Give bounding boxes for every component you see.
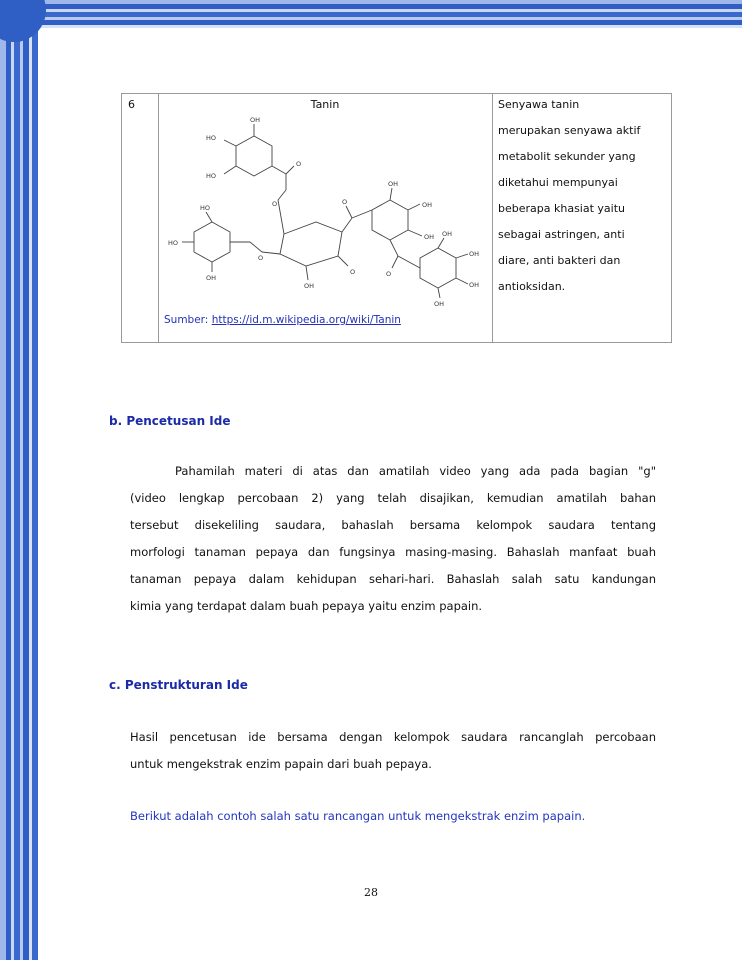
label-o: O (296, 160, 302, 168)
description-line: Senyawa tanin (498, 98, 580, 111)
description-line: sebagai astringen, anti (498, 228, 625, 241)
label-oh: OH (469, 250, 480, 258)
description-line: antioksidan. (498, 280, 566, 293)
label-ho: HO (168, 239, 179, 247)
example-line: Berikut adalah contoh salah satu rancangan untuk mengekstrak enzim papain. (130, 809, 586, 823)
table-cell-description (492, 94, 671, 342)
source-prefix: Sumber: (164, 314, 209, 326)
description-line: beberapa khasiat yaitu (498, 202, 625, 215)
table-cell-number (122, 94, 159, 342)
paragraph-line: tersebut disekeliling saudara, bahaslah bersama kelompok saudara tentang (130, 518, 656, 532)
label-oh: OH (206, 274, 217, 282)
label-oh: OH (422, 201, 433, 209)
label-o: O (342, 198, 348, 206)
label-oh: OH (388, 180, 399, 188)
label-ho: HO (206, 172, 217, 180)
paragraph-line: kimia yang terdapat dalam buah pepaya yaitu enzim papain. (130, 599, 483, 613)
description-line: diketahui mempunyai (498, 176, 618, 189)
label-oh: OH (442, 230, 453, 238)
source-link[interactable]: https://id.m.wikipedia.org/wiki/Tanin (211, 314, 401, 326)
paragraph-line: Hasil pencetusan ide bersama dengan kelompok saudara rancanglah percobaan (130, 730, 656, 744)
paragraph-line: untuk mengekstrak enzim papain dari buah pepaya. (130, 757, 432, 771)
table-cell-compound (158, 94, 493, 342)
image-source (164, 314, 401, 326)
tannin-structure-diagram (166, 114, 484, 310)
label-ho: HO (200, 204, 211, 212)
label-o: O (258, 254, 264, 262)
label-oh: OH (304, 282, 315, 290)
section-heading-pencetusan-ide: b. Pencetusan Ide (109, 414, 231, 428)
paragraph-line: morfologi tanaman pepaya dan fungsinya masing-masing. Bahaslah manfaat buah (130, 545, 656, 559)
structure-labels (168, 116, 479, 308)
label-ho: HO (206, 134, 217, 142)
label-oh: OH (424, 233, 435, 241)
description-line: diare, anti bakteri dan (498, 254, 621, 267)
description-line: merupakan senyawa aktif (498, 124, 641, 137)
label-oh: OH (434, 300, 445, 308)
label-oh: OH (469, 281, 480, 289)
top-border-stripes (0, 0, 742, 30)
label-o: O (272, 200, 278, 208)
section-heading-penstrukturan-ide: c. Penstrukturan Ide (109, 678, 248, 692)
label-o: O (350, 268, 356, 276)
row-number: 6 (128, 98, 135, 111)
paragraph-line: Pahamilah materi di atas dan amatilah video yang ada pada bagian "g" (175, 464, 656, 478)
description-line: metabolit sekunder yang (498, 150, 636, 163)
corner-circle-ornament (0, 0, 46, 42)
left-border-stripes (0, 0, 38, 960)
label-oh: OH (250, 116, 261, 124)
paragraph-line: (video lengkap percobaan 2) yang telah disajikan, kemudian amatilah bahan (130, 491, 656, 505)
page-number: 28 (364, 886, 378, 899)
compound-table (121, 93, 672, 343)
paragraph-line: tanaman pepaya dalam kehidupan sehari-hari. Bahaslah salah satu kandungan (130, 572, 656, 586)
compound-name: Tanin (310, 98, 340, 111)
label-o: O (386, 270, 392, 278)
